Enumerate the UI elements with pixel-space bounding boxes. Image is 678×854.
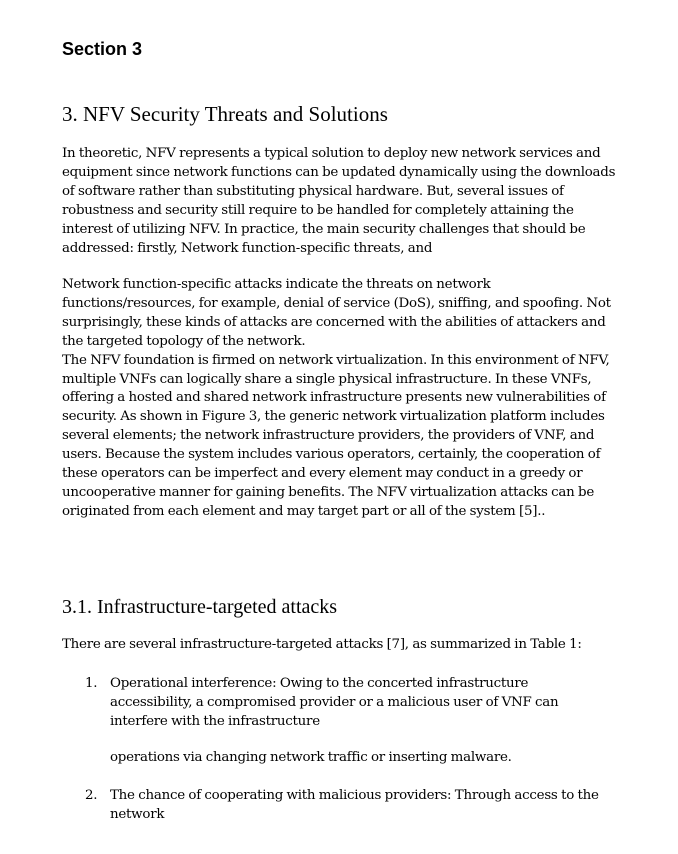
section-heading: 3. NFV Security Threats and Solutions (62, 102, 388, 126)
subsection-heading: 3.1. Infrastructure-targeted attacks (62, 596, 338, 618)
list-number: 1. (85, 676, 98, 691)
subsection-intro: There are several infrastructure-targeted attacks [7], as summarized in Table 1: (62, 637, 582, 652)
function-attacks-text: Network function-specific attacks indicate the threats on network functions/resources, for example, denial of service (DoS), sniffing, and spoofing. Not surprisingly, these kinds of attacks are concerned with the abilities of attackers and the targeted topology of the network. (62, 277, 611, 349)
list-text: operations via changing network traffic or inserting malware. (110, 750, 512, 765)
list-text: Operational interference: Owing to the concerted infrastructure accessibility, a compromised provider or a malicious user of VNF can interfere with the infrastructure (110, 676, 559, 729)
list-text: The chance of cooperating with malicious providers: Through access to the network (110, 788, 599, 822)
intro-paragraph: In theoretic, NFV represents a typical solution to deploy new network services and equipment since network functions can be updated dynamically using the downloads of software rather than substituting physical hardware. But, several issues of robustness and security still require to be handled for completely attaining the interest of utilizing NFV. In practice, the main security challenges that should be addressed: firstly, Network function-specific threats, and (62, 146, 616, 256)
virtualization-text: The NFV foundation is firmed on network virtualization. In this environment of NFV, multiple VNFs can logically share a single physical infrastructure. In these VNFs, offering a hosted and shared network infrastructure presents new vulnerabilities of security. As shown in Figure 3, the generic network virtualization platform includes several elements; the network infrastructure providers, the providers of VNF, and users. Because the system includes various operators, certainly, the cooperation of these operators can be imperfect and every element may conduct in a greedy or uncooperative manner for gaining benefits. The NFV virtualization attacks can be originated from each element and may target part or all of the system [5].. (62, 352, 610, 519)
attacks-paragraph (62, 276, 622, 522)
section-label: Section 3 (62, 39, 143, 59)
list-number: 2. (85, 788, 98, 803)
